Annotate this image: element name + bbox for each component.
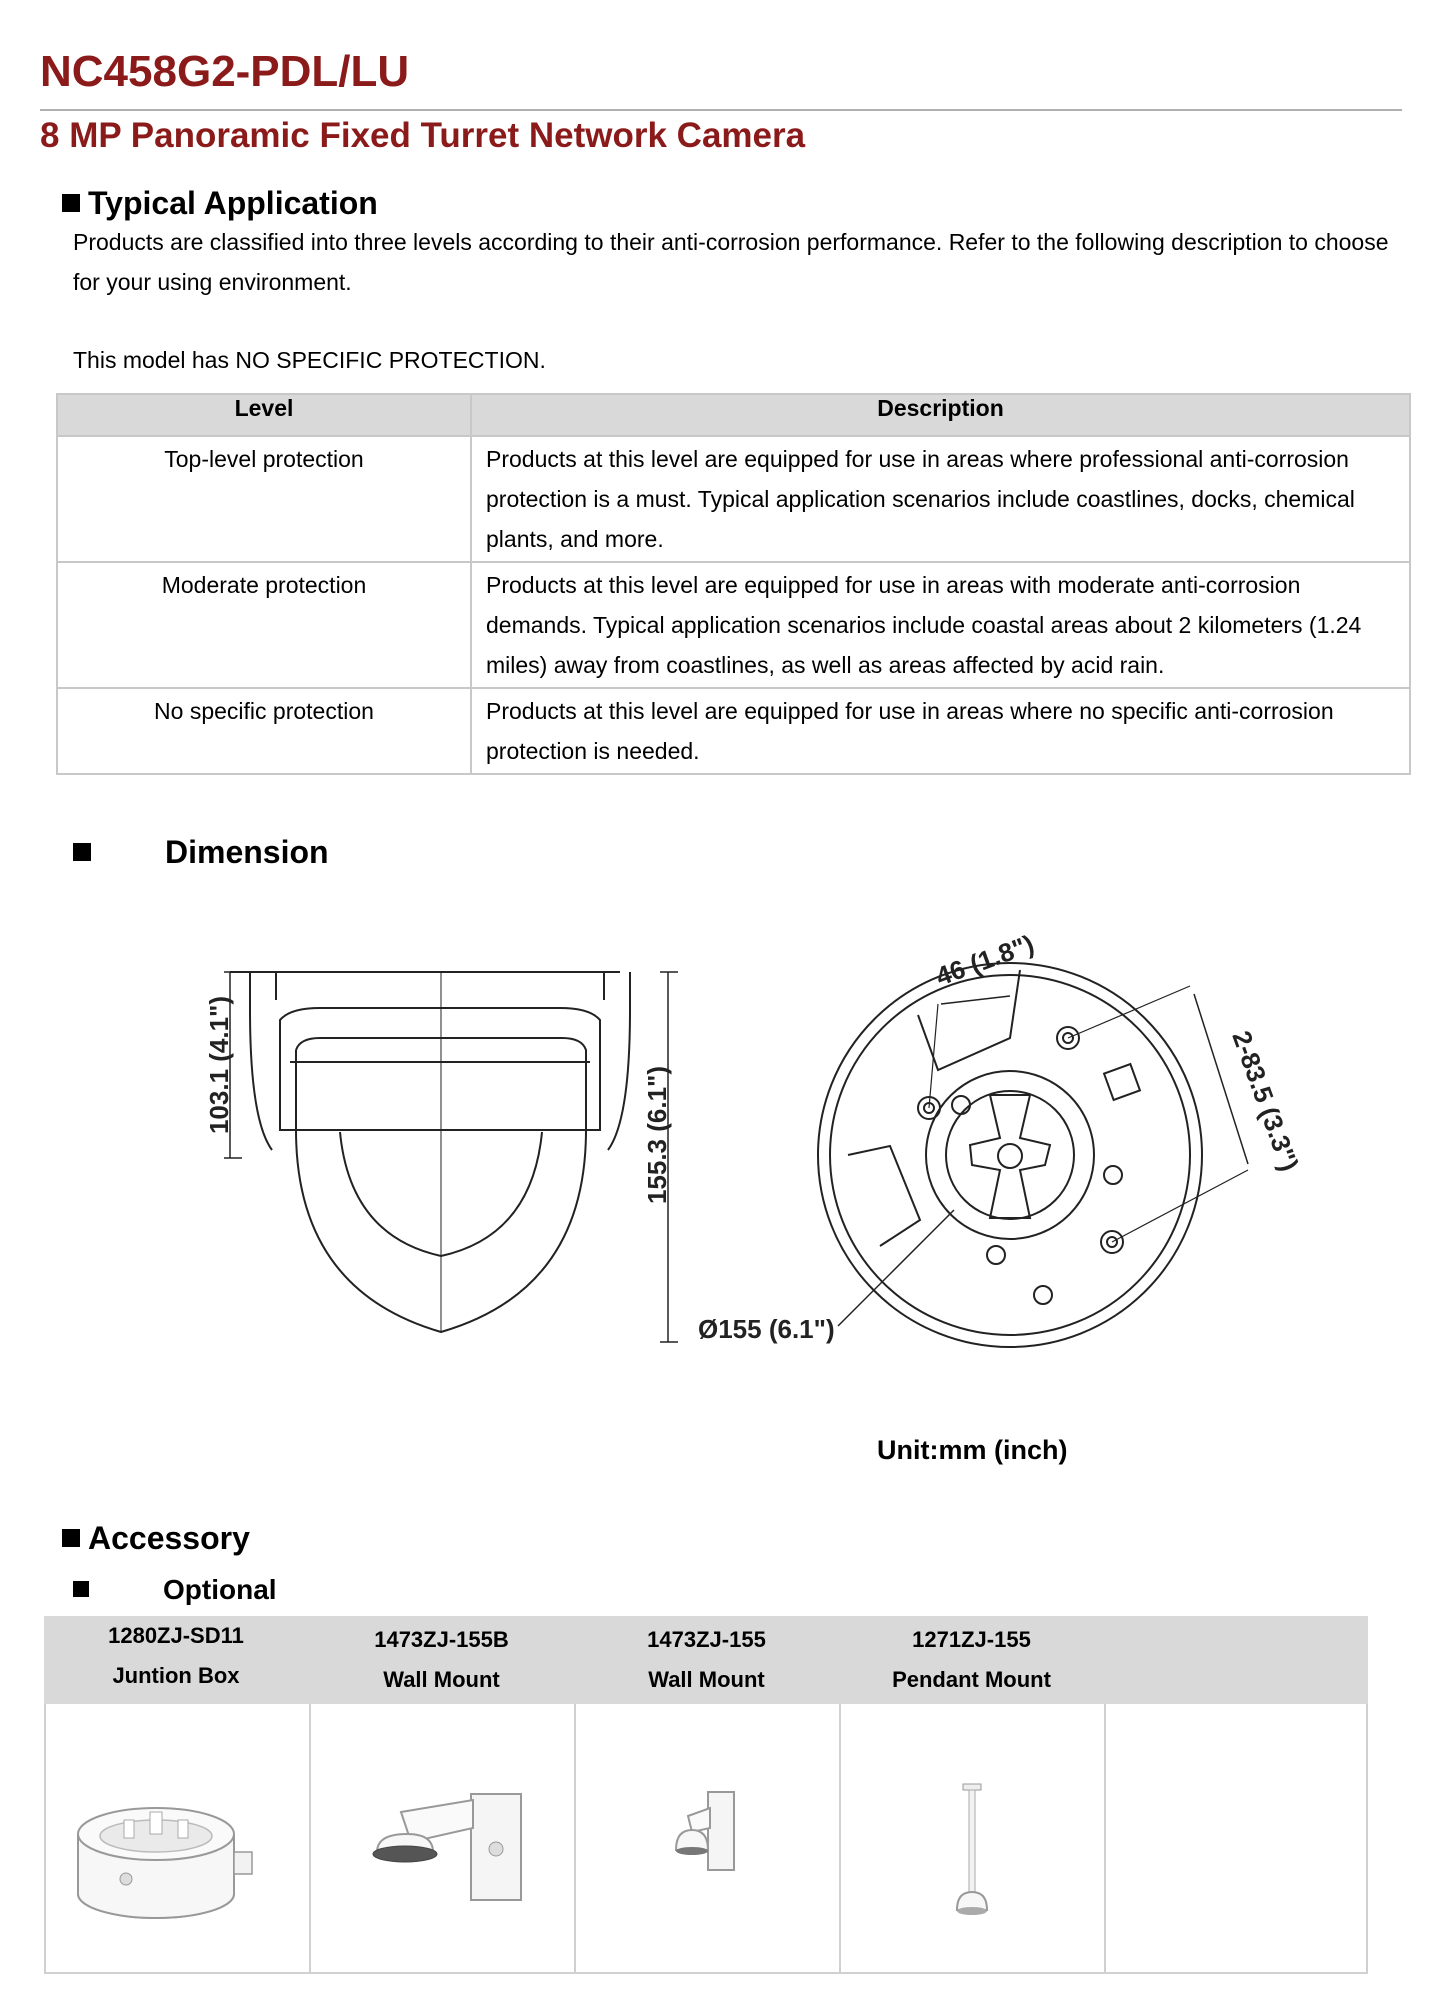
column-header-description: Description	[471, 394, 1410, 436]
mount-hole-label: 2-83.5 (3.3")	[1226, 1026, 1305, 1175]
side-view-icon	[224, 972, 678, 1342]
hole-offset-label: 46 (1.8")	[931, 928, 1038, 992]
typical-application-heading: Typical Application	[62, 187, 378, 219]
accessory-model: 1280ZJ-SD11	[108, 1623, 244, 1648]
table-row	[57, 436, 1410, 562]
description-cell: Products at this level are equipped for use in areas with moderate anti-corrosion demands. Typical application scenarios include coastal areas about 2 kilometers (1.24 miles) away from coastlines, as well as areas affected by acid rain.	[471, 562, 1410, 688]
accessory-name: Juntion Box	[112, 1663, 240, 1688]
accessory-model: 1473ZJ-155B	[374, 1627, 509, 1652]
diameter-label: Ø155 (6.1")	[698, 1314, 835, 1344]
accessory-name: Wall Mount	[648, 1667, 765, 1692]
accessory-image-cell	[839, 1704, 1105, 1974]
accessory-image-cell	[574, 1704, 840, 1974]
accessory-column-header	[309, 1616, 574, 1704]
accessory-model: 1271ZJ-155	[912, 1627, 1031, 1652]
protection-level-table	[56, 393, 1411, 775]
accessory-name: Pendant Mount	[892, 1667, 1051, 1692]
dimension-drawing	[190, 920, 1305, 1380]
bullet-icon	[73, 1581, 89, 1597]
top-view-icon	[818, 963, 1248, 1347]
bullet-icon	[62, 1529, 80, 1547]
accessory-column-header	[839, 1616, 1104, 1704]
typical-application-intro: Products are classified into three levels according to their anti-corrosion performance. Refer to the following description to choose for your using environment.	[73, 229, 1389, 295]
table-header-row	[57, 394, 1410, 436]
level-cell: Moderate protection	[57, 562, 471, 688]
title-divider	[40, 109, 1402, 111]
table-row	[57, 688, 1410, 774]
table-bottom-border	[44, 1972, 1368, 1974]
accessory-table	[44, 1616, 1368, 1976]
accessory-image-cell	[1104, 1704, 1370, 1974]
accessory-name: Wall Mount	[383, 1667, 500, 1692]
level-cell: No specific protection	[57, 688, 471, 774]
unit-label: Unit:mm (inch)	[877, 1435, 1068, 1465]
table-row	[57, 562, 1410, 688]
accessory-heading: Accessory	[62, 1522, 250, 1554]
column-header-level: Level	[57, 394, 471, 436]
bullet-icon	[62, 194, 80, 212]
product-subtitle: 8 MP Panoramic Fixed Turret Network Camera	[40, 116, 806, 155]
model-title: NC458G2-PDL/LU	[40, 47, 410, 96]
dimension-heading: Dimension	[73, 836, 329, 868]
dome-height-label: 103.1 (4.1")	[204, 995, 234, 1135]
accessory-image-cell	[44, 1704, 310, 1974]
junction-box-icon	[46, 1704, 310, 1974]
accessory-column-header	[44, 1616, 308, 1704]
accessory-model: 1473ZJ-155	[647, 1627, 766, 1652]
description-cell: Products at this level are equipped for use in areas where professional anti-corrosion protection is a must. Typical application scenarios include coastlines, docks, chemical plants, and more.	[471, 436, 1410, 562]
pendant-mount-icon	[841, 1704, 1105, 1974]
model-protection-note: This model has NO SPECIFIC PROTECTION.	[73, 347, 546, 373]
accessory-image-cell	[309, 1704, 575, 1974]
description-cell: Products at this level are equipped for use in areas where no specific anti-corrosion protection is needed.	[471, 688, 1410, 774]
accessory-column-header	[574, 1616, 839, 1704]
total-height-label: 155.3 (6.1")	[642, 1065, 672, 1205]
table-right-border	[1366, 1704, 1368, 1974]
bullet-icon	[73, 843, 91, 861]
wall-mount-icon	[311, 1704, 575, 1974]
level-cell: Top-level protection	[57, 436, 471, 562]
optional-heading: Optional	[73, 1576, 277, 1604]
wall-mount-small-icon	[576, 1704, 840, 1974]
